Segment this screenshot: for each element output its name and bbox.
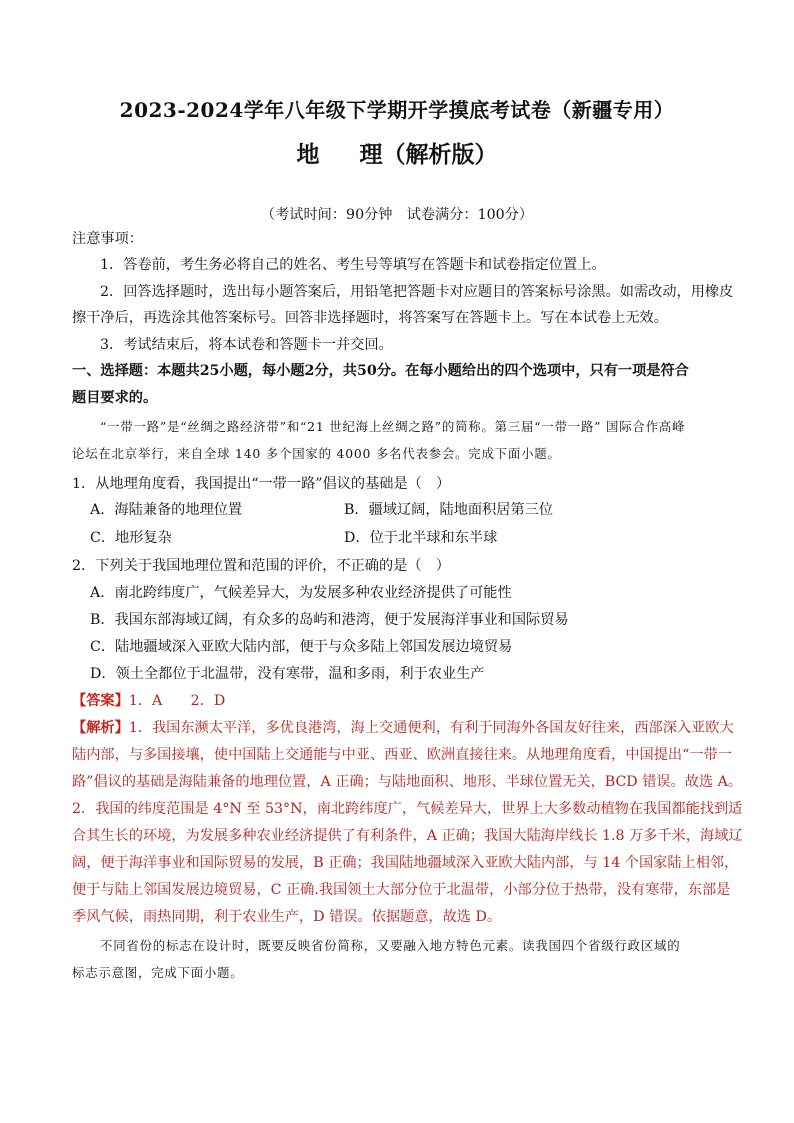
analysis-line-2: 陆内部，与多国接壤，使中国陆上交通能与中亚、西亚、欧洲直接往来。从地理角度看，中国提出“一带一 <box>72 747 732 763</box>
analysis-line-4: 2．我国的纬度范围是 4°N 至 53°N，南北跨纬度广，气候差异大，世界上大多数动植物在我国都能找到适 <box>72 801 743 817</box>
analysis-line-1 <box>72 718 734 738</box>
subject-title <box>0 136 794 169</box>
exam-info: （考试时间：90分钟 试卷满分：100分） <box>260 207 534 223</box>
passage-2-line-1: 不同省份的标志在设计时，既要反映省份简称，又要融入地方特色元素。读我国四个省级行政区域的 <box>100 938 681 953</box>
passage-1-line-2: 论坛在北京举行，来自全球 140 多个国家的 4000 多名代表参会。完成下面小题。 <box>72 446 561 461</box>
analysis-line-8: 季风气候，雨热同期，利于农业生产，D 错误。依据题意，故选 D。 <box>72 909 502 925</box>
note-item-1: 1．答卷前，考生务必将自己的姓名、考生号等填写在答题卡和试卷指定位置上。 <box>100 257 606 273</box>
analysis-line-3: 路”倡议的基础是海陆兼备的地理位置，A 正确；与陆地面积、地形、半球位置无关，BCD 错误。故选 A。 <box>72 774 743 790</box>
answer-row <box>72 691 225 711</box>
analysis-text-1: 1．我国东濒太平洋，多优良港湾，海上交通便利，有利于同海外各国友好往来，西部深入亚欧大 <box>128 720 734 736</box>
question-2-option-b: B．我国东部海域辽阔，有众多的岛屿和港湾，便于发展海洋事业和国际贸易 <box>90 612 569 628</box>
note-item-2-line-2: 擦干净后，再选涂其他答案标号。回答非选择题时，将答案写在答题卡上。写在本试卷上无效。 <box>72 310 668 326</box>
note-item-2-line-1: 2．回答选择题时，选出每小题答案后，用铅笔把答题卡对应题目的答案标号涂黑。如需改动，用橡皮 <box>100 284 734 300</box>
edition-label: （解析版） <box>382 141 498 168</box>
question-1-option-d: D．位于北半球和东半球 <box>344 530 498 546</box>
question-1-option-a: A．海陆兼备的地理位置 <box>90 502 243 518</box>
passage-1-line-1: “一带一路”是“丝绸之路经济带”和“21 世纪海上丝绸之路”的简称。第三届“一带一路” 国际合作高峰 <box>100 419 686 434</box>
subject-char-1: 地 <box>296 141 320 168</box>
question-2-option-a: A．南北跨纬度广，气候差异大，为发展多种农业经济提供了可能性 <box>90 585 512 601</box>
question-2-stem: 2．下列关于我国地理位置和范围的评价，不正确的是（ ） <box>72 558 450 574</box>
answer-text: 1．A 2．D <box>128 693 226 709</box>
analysis-line-5: 合其生长的环境，为发展多种农业经济提供了有利条件，A 正确；我国大陆海岸线长 1.8 万多千米，海域辽 <box>72 828 743 844</box>
question-1-stem: 1．从地理角度看，我国提出“一带一路”倡议的基础是（ ） <box>72 476 451 492</box>
note-item-3: 3．考试结束后，将本试卷和答题卡一并交回。 <box>100 337 393 353</box>
subject-char-2: 理 <box>359 141 383 168</box>
analysis-line-7: 便于与陆上邻国发展边境贸易，C 正确.我国领土大部分位于北温带，小部分位于热带，没有寒带，东部是 <box>72 882 731 898</box>
exam-title: 2023-2024学年八年级下学期开学摸底考试卷（新疆专用） <box>119 98 675 122</box>
passage-2-line-2: 标志示意图，完成下面小题。 <box>72 965 244 980</box>
question-2-option-c: C．陆地疆域深入亚欧大陆内部，便于与众多陆上邻国发展边境贸易 <box>90 639 513 655</box>
section-heading-line-2: 题目要求的。 <box>72 390 158 406</box>
question-1-option-c: C．地形复杂 <box>90 530 172 546</box>
section-heading-line-1: 一、选择题：本题共25小题，每小题2分，共50分。在每小题给出的四个选项中，只有一项是符合 <box>72 363 689 379</box>
analysis-line-6: 阔，便于海洋事业和国际贸易的发展，B 正确；我国陆地疆域深入亚欧大陆内部，与 14 个国家陆上相邻， <box>72 855 739 871</box>
question-1-option-b: B．疆域辽阔，陆地面积居第三位 <box>344 502 554 518</box>
question-2-option-d: D．领土全都位于北温带，没有寒带，温和多雨，利于农业生产 <box>90 666 485 682</box>
answer-label: 【答案】 <box>72 693 129 709</box>
analysis-label: 【解析】 <box>72 720 129 736</box>
notes-heading: 注意事项： <box>72 231 143 247</box>
